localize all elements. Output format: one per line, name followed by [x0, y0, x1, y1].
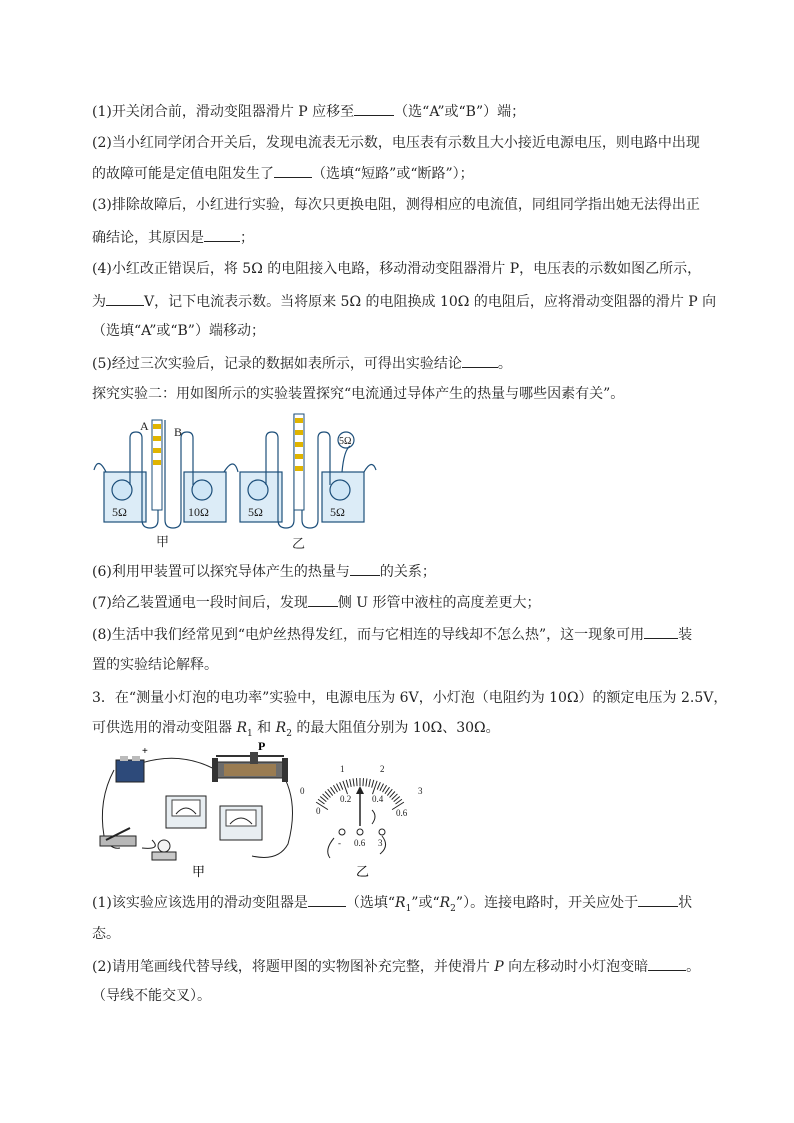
dial-tick	[382, 785, 386, 792]
answer-blank[interactable]	[354, 101, 394, 116]
scale-label-top: 0	[300, 786, 305, 796]
switch-icon	[100, 828, 136, 846]
figure-caption-yi: 乙	[356, 865, 370, 880]
answer-blank[interactable]	[274, 163, 312, 178]
dial-tick	[336, 784, 340, 791]
answer-blank[interactable]	[350, 561, 380, 576]
bulb-icon	[152, 840, 176, 860]
dial-tick	[340, 782, 343, 789]
question-1: (1)开关闭合前，滑动变阻器滑片 P 应移至 （选“A”或“B”）端；	[92, 101, 525, 122]
terminal-label: 3	[378, 838, 383, 848]
question-4: (4)小红改正错误后，将 5Ω 的电阻接入电路，移动滑动变阻器滑片 P，电压表的示数如图乙所示，	[92, 261, 702, 277]
meter-dial-figure	[300, 760, 440, 880]
question-8-cont: 置的实验结论解释。	[92, 657, 218, 673]
problem-3-line-2: 可供选用的滑动变阻器 $R_1$ 和 $R_2$ 的最大阻值分别为 10Ω、30Ω。	[92, 720, 500, 739]
dial-tick	[346, 780, 348, 788]
svg-text:+: +	[142, 746, 148, 757]
question-3: (3)排除故障后，小红进行实验，每次只更换电阻，测得相应的电流值，同组同学指出她无法得出正	[92, 197, 700, 213]
question-6: (6)利用甲装置可以探究导体产生的热量与 的关系；	[92, 561, 436, 582]
svg-text:P: P	[258, 740, 266, 753]
figure-caption-jia: 甲	[156, 534, 170, 549]
resistor-label: 5Ω	[330, 505, 345, 519]
circuit-figure	[92, 740, 306, 878]
scale-label-top: 1	[340, 764, 345, 774]
scale-label-top: 2	[380, 764, 385, 774]
heating-apparatus-figure	[90, 410, 390, 558]
dial-tick	[385, 787, 390, 794]
ammeter-icon	[220, 806, 262, 840]
answer-blank[interactable]	[308, 592, 338, 607]
experiment-2-intro: 探究实验二：用如图所示的实验装置探究“电流通过导体产生的热量与哪些因素有关”。	[92, 386, 625, 402]
dial-tick	[366, 778, 367, 786]
answer-blank[interactable]	[648, 956, 686, 971]
resistor-label: 5Ω	[112, 505, 127, 519]
dial-tick	[333, 785, 337, 792]
scale-label-top: 3	[418, 786, 423, 796]
question-3-cont: 确结论，其原因是 ；	[92, 227, 254, 248]
problem-3-sub-2-cont: （导线不能交叉）。	[92, 988, 211, 1004]
terminal-label: 0.6	[354, 838, 366, 848]
wire	[138, 758, 216, 770]
terminals	[328, 810, 386, 858]
dial-tick	[380, 784, 384, 791]
dial-tick	[350, 779, 352, 787]
scale-label-bottom: 0	[316, 806, 321, 816]
scale-ladder-jia	[152, 420, 162, 510]
scale-label-bottom: 0.2	[340, 794, 352, 804]
pointer-head	[356, 786, 364, 794]
figure-caption-jia: 甲	[192, 865, 206, 878]
answer-blank[interactable]	[308, 892, 346, 907]
question-4-cont2: （选填“A”或“B”）端移动；	[92, 323, 265, 339]
problem-3-sub-1-cont: 态。	[92, 926, 120, 942]
rheostat-icon	[212, 740, 288, 782]
question-8: (8)生活中我们经常见到“电炉丝热得发红，而与它相连的导线却不怎么热”，这一现象可用 装	[92, 624, 692, 645]
dial-tick	[377, 782, 380, 789]
question-2-cont: 的故障可能是定值电阻发生了 （选填“短路”或“断路”）；	[92, 163, 474, 184]
question-2: (2)当小红同学闭合开关后，发现电流表无示数，电压表有示数且大小接近电源电压，则电路中出现	[92, 135, 700, 151]
resistor-label: 5Ω	[248, 505, 263, 519]
problem-3-line-1: 3．在“测量小灯泡的电功率”实验中，电源电压为 6V，小灯泡（电阻约为 10Ω）的额定电压为 2.5V，	[92, 690, 728, 706]
voltmeter-icon	[166, 796, 206, 828]
label-b: B	[174, 425, 183, 439]
dial-tick	[357, 778, 358, 786]
wire	[142, 840, 155, 848]
dial-tick	[353, 778, 354, 786]
answer-blank[interactable]	[638, 892, 678, 907]
figure-caption-yi: 乙	[292, 536, 306, 551]
scale-label-bottom: 0.6	[396, 808, 408, 818]
dial-tick	[331, 787, 336, 794]
problem-3-sub-1: (1)该实验应该选用的滑动变阻器是 （选填“$R_1$”或“$R_2$”）。连接电路时，开关应处于 状	[92, 892, 692, 919]
question-4-cont: 为 V，记下电流表示数。当将原来 5Ω 的电阻换成 10Ω 的电阻后，应将滑动变阻器的滑片 P 向	[92, 291, 716, 312]
resistor-label: 10Ω	[188, 505, 209, 519]
resistor-label: 5Ω	[339, 436, 352, 447]
dial-tick	[369, 779, 371, 787]
scale-ladder-yi	[294, 414, 304, 510]
scale-label-bottom: 0.4	[372, 794, 384, 804]
answer-blank[interactable]	[106, 291, 144, 306]
answer-blank[interactable]	[462, 353, 498, 368]
dial-tick	[372, 780, 374, 788]
answer-blank[interactable]	[644, 624, 678, 639]
question-5: (5)经过三次实验后，记录的数据如表所示，可得出实验结论 。	[92, 353, 512, 374]
terminal-label: -	[338, 838, 341, 848]
battery-icon	[116, 746, 148, 782]
answer-blank[interactable]	[204, 227, 240, 242]
problem-3-sub-2: (2)请用笔画线代替导线，将题甲图的实物图补充完整，并使滑片 P 向左移动时小灯泡变暗 。	[92, 956, 700, 977]
question-7: (7)给乙装置通电一段时间后，发现 侧 U 形管中液柱的高度差更大；	[92, 592, 541, 613]
dial-tick	[363, 778, 364, 786]
label-a: A	[140, 419, 149, 433]
